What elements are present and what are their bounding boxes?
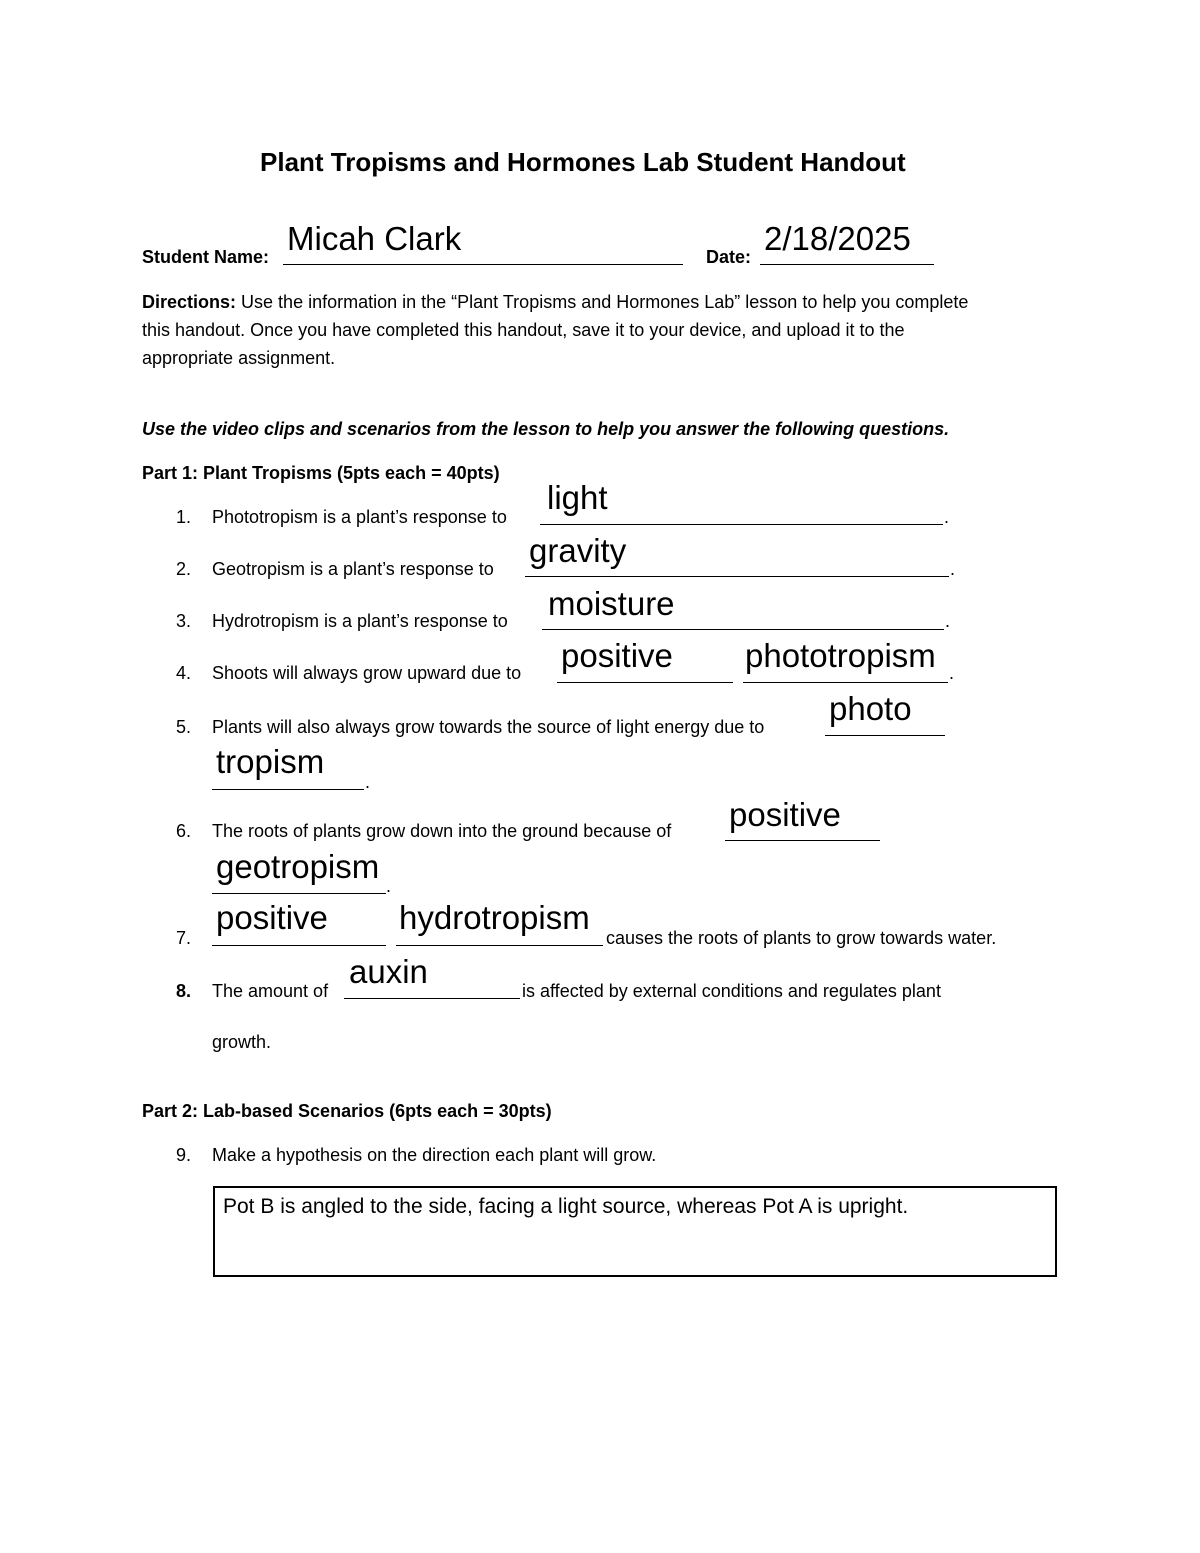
q7-underline1 xyxy=(212,945,386,946)
q4-answer2[interactable]: phototropism xyxy=(745,637,936,674)
q8-text-after: is affected by external conditions and regulates plant xyxy=(522,981,941,1001)
q6-text: The roots of plants grow down into the ground because of xyxy=(212,821,672,841)
q5-period: . xyxy=(365,772,371,792)
q1-underline xyxy=(540,524,943,525)
q6-underline1 xyxy=(725,840,880,841)
q2-text: Geotropism is a plant’s response to xyxy=(212,559,494,579)
q5-text: Plants will also always grow towards the source of light energy due to xyxy=(212,717,765,737)
q6-answer1[interactable]: positive xyxy=(729,796,841,833)
q1-answer[interactable]: light xyxy=(547,479,608,516)
directions-line1: Use the information in the “Plant Tropisms and Hormones Lab” lesson to help you complete xyxy=(241,292,969,312)
q2-period: . xyxy=(950,559,956,579)
q2-number: 2. xyxy=(176,559,192,579)
q3-underline xyxy=(542,629,944,630)
q3-answer[interactable]: moisture xyxy=(548,585,675,622)
q7-answer1[interactable]: positive xyxy=(216,899,328,936)
date-label: Date: xyxy=(706,247,752,267)
q7-underline2 xyxy=(396,945,603,946)
q8-answer[interactable]: auxin xyxy=(349,953,428,990)
q9-answer-box[interactable] xyxy=(213,1186,1057,1277)
date-underline xyxy=(760,264,934,265)
q9-text: Make a hypothesis on the direction each plant will grow. xyxy=(212,1145,657,1165)
q5-underline2 xyxy=(212,789,364,790)
q3-text: Hydrotropism is a plant’s response to xyxy=(212,611,508,631)
q3-number: 3. xyxy=(176,611,192,631)
q8-text-line2: growth. xyxy=(212,1032,272,1052)
q5-number: 5. xyxy=(176,717,192,737)
q8-underline xyxy=(344,998,520,999)
q2-underline xyxy=(525,576,949,577)
q9-number: 9. xyxy=(176,1145,192,1165)
q6-period: . xyxy=(386,876,392,896)
q2-answer[interactable]: gravity xyxy=(529,532,627,569)
directions-line2: this handout. Once you have completed this handout, save it to your device, and upload it to the xyxy=(142,320,905,340)
q7-answer2[interactable]: hydrotropism xyxy=(399,899,590,936)
q8-number: 8. xyxy=(176,981,192,1001)
date-input[interactable]: 2/18/2025 xyxy=(764,220,911,257)
q1-text: Phototropism is a plant’s response to xyxy=(212,507,507,527)
q5-answer1[interactable]: photo xyxy=(829,690,912,727)
q6-underline2 xyxy=(212,893,386,894)
student-name-input[interactable]: Micah Clark xyxy=(287,220,462,257)
q7-number: 7. xyxy=(176,928,192,948)
directions-label: Directions: xyxy=(142,292,237,312)
q5-answer2[interactable]: tropism xyxy=(216,743,325,780)
q5-underline1 xyxy=(825,735,945,736)
q4-underline2 xyxy=(743,682,948,683)
q9-answer: Pot B is angled to the side, facing a light source, whereas Pot A is upright. xyxy=(223,1195,909,1218)
q6-number: 6. xyxy=(176,821,192,841)
directions xyxy=(142,291,968,313)
student-name-underline xyxy=(283,264,683,265)
q7-text: causes the roots of plants to grow towards water. xyxy=(606,928,997,948)
q8-text-before: The amount of xyxy=(212,981,329,1001)
q4-period: . xyxy=(949,663,955,683)
part2-heading: Part 2: Lab-based Scenarios (6pts each = 30pts) xyxy=(142,1101,552,1121)
instruction: Use the video clips and scenarios from the lesson to help you answer the following questions. xyxy=(142,419,950,439)
q3-period: . xyxy=(945,611,951,631)
q6-answer2[interactable]: geotropism xyxy=(216,848,380,885)
directions-line3: appropriate assignment. xyxy=(142,348,336,368)
part1-heading: Part 1: Plant Tropisms (5pts each = 40pts) xyxy=(142,463,500,483)
q4-underline1 xyxy=(557,682,733,683)
q4-number: 4. xyxy=(176,663,192,683)
q4-text: Shoots will always grow upward due to xyxy=(212,663,522,683)
q1-period: . xyxy=(944,507,950,527)
q1-number: 1. xyxy=(176,507,192,527)
page-title: Plant Tropisms and Hormones Lab Student Handout xyxy=(260,147,906,177)
student-name-label: Student Name: xyxy=(142,247,270,267)
q4-answer1[interactable]: positive xyxy=(561,637,673,674)
